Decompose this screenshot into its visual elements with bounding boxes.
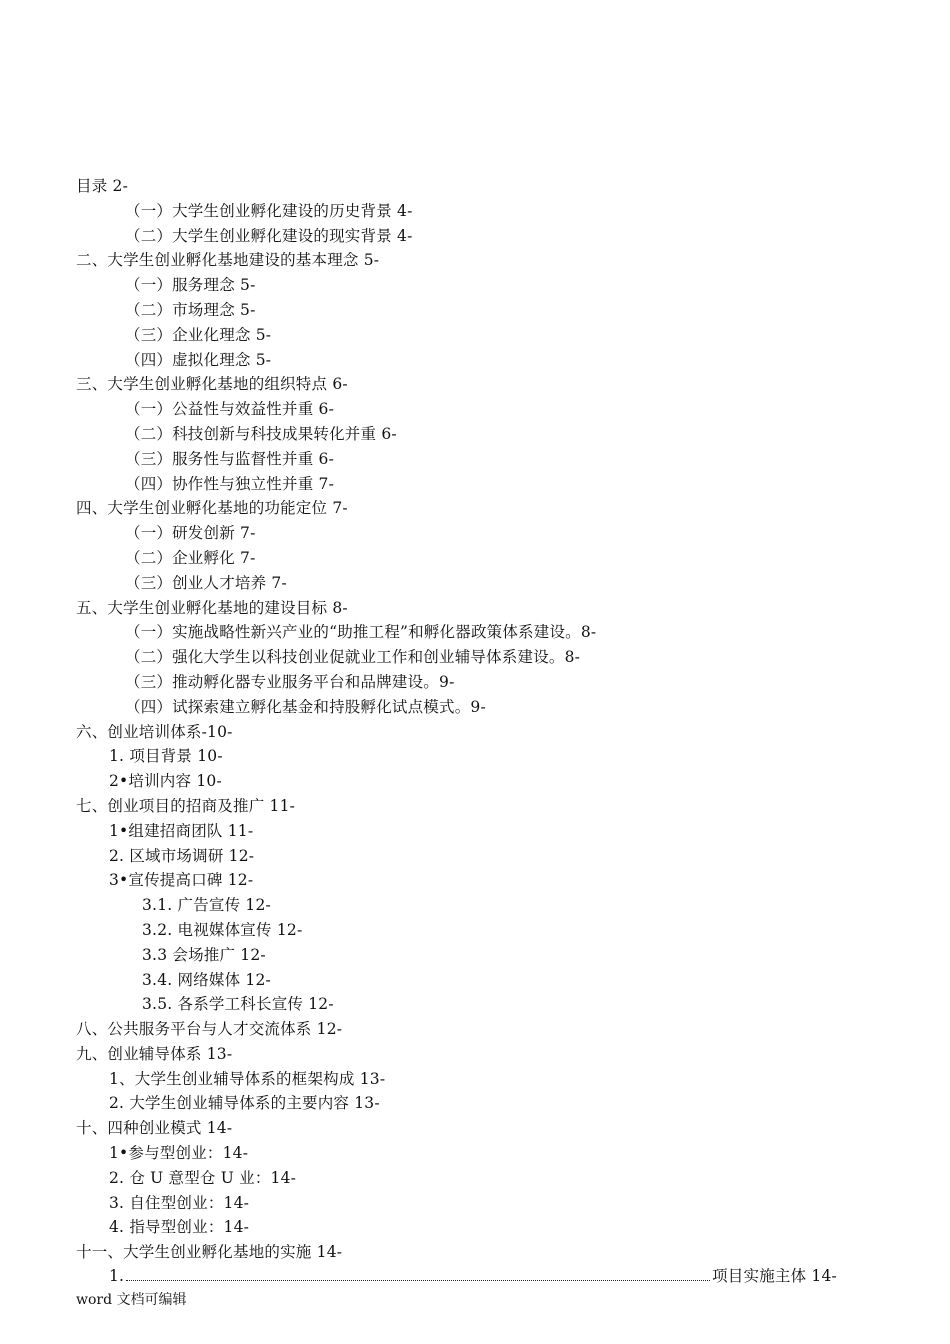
toc-entry: （一）服务理念 5-	[125, 276, 256, 295]
toc-entry: 六、创业培训体系-10-	[76, 722, 233, 741]
toc-entry: 七、创业项目的招商及推广 11-	[76, 796, 296, 815]
toc-entry: 二、大学生创业孵化基地建设的基本理念 5-	[76, 251, 380, 270]
toc-entry: 2. 区域市场调研 12-	[109, 846, 255, 865]
toc-entry: 五、大学生创业孵化基地的建设目标 8-	[76, 598, 348, 617]
toc-entry: （二）企业孵化 7-	[125, 548, 256, 567]
toc-entry: 四、大学生创业孵化基地的功能定位 7-	[76, 499, 348, 518]
toc-entry: 3.3 会场推广 12-	[142, 945, 266, 964]
toc-entry: （四）协作性与独立性并重 7-	[125, 474, 335, 493]
toc-entry: 1•参与型创业：14-	[109, 1144, 249, 1163]
toc-entry: 3.2. 电视媒体宣传 12-	[142, 920, 303, 939]
toc-entry: 十一、大学生创业孵化基地的实施 14-	[76, 1243, 343, 1262]
toc-entry: （一）大学生创业孵化建设的历史背景 4-	[125, 201, 413, 220]
toc-entry: 九、创业辅导体系 13-	[76, 1044, 233, 1063]
toc-entry: （一）研发创新 7-	[125, 524, 256, 543]
toc-entry: 4. 指导型创业：14-	[109, 1218, 250, 1237]
toc-entry: 1. 项目背景 10-	[109, 747, 223, 766]
toc-entry: （一）实施战略性新兴产业的“助推工程”和孵化器政策体系建设。8-	[125, 623, 597, 642]
toc-entry-text: 项目实施主体 14-	[712, 1267, 837, 1285]
toc-entry: （二）大学生创业孵化建设的现实背景 4-	[125, 226, 413, 245]
dot-leader	[126, 1279, 710, 1281]
toc-entry: 十、四种创业模式 14-	[76, 1119, 233, 1138]
toc-entry: 2. 大学生创业辅导体系的主要内容 13-	[109, 1094, 380, 1113]
toc-entry: 3. 自住型创业：14-	[109, 1193, 250, 1212]
toc-entry-dotted	[109, 1264, 837, 1289]
toc-entry: 3.4. 网络媒体 12-	[142, 970, 271, 989]
toc-entry: 2•培训内容 10-	[109, 772, 222, 791]
toc-entry: （二）市场理念 5-	[125, 300, 256, 319]
toc-entry-number: 1.	[109, 1267, 125, 1285]
footer-note: word 文档可编辑	[76, 1292, 187, 1308]
toc-entry: （三）服务性与监督性并重 6-	[125, 449, 335, 468]
toc-entry: 3.5. 各系学工科长宣传 12-	[142, 995, 334, 1014]
toc-entry: 八、公共服务平台与人才交流体系 12-	[76, 1020, 343, 1039]
toc-entry: （四）虚拟化理念 5-	[125, 350, 272, 369]
toc-entry: （四）试探索建立孵化基金和持股孵化试点模式。9-	[125, 697, 486, 716]
toc-entry: 三、大学生创业孵化基地的组织特点 6-	[76, 375, 348, 394]
toc-entry: 3•宣传提高口碑 12-	[109, 871, 254, 890]
toc-entry: （二）科技创新与科技成果转化并重 6-	[125, 424, 397, 443]
toc-entry: （二）强化大学生以科技创业促就业工作和创业辅导体系建设。8-	[125, 648, 581, 667]
toc-entry: 2. 仓 U 意型仓 U 业：14-	[109, 1168, 297, 1187]
toc-entry: 目录 2-	[76, 177, 129, 195]
toc-entry: 3.1. 广告宣传 12-	[142, 896, 271, 915]
table-of-contents	[76, 174, 836, 1265]
toc-entry: （三）创业人才培养 7-	[125, 573, 287, 592]
toc-entry: 1•组建招商团队 11-	[109, 821, 254, 840]
toc-entry: （三）推动孵化器专业服务平台和品牌建设。9-	[125, 672, 455, 691]
toc-entry: 1、大学生创业辅导体系的框架构成 13-	[109, 1069, 386, 1088]
toc-entry: （三）企业化理念 5-	[125, 325, 272, 344]
toc-entry: （一）公益性与效益性并重 6-	[125, 400, 335, 419]
